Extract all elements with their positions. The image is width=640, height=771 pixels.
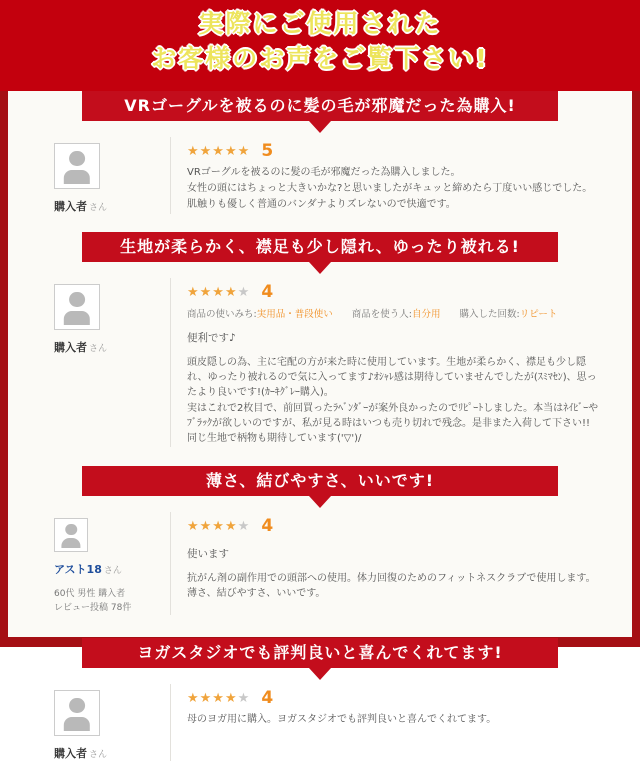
review-section-2: [38, 274, 610, 457]
user-suffix: さん: [103, 566, 122, 576]
rating-value: 4: [261, 282, 274, 302]
header-line-2: お客様のお声をご覧下さい!: [151, 44, 489, 73]
review-body-column: [170, 278, 610, 447]
review-banner-wrap-2: [8, 232, 632, 274]
stars-empty-icon: ★: [237, 691, 251, 706]
person-icon: [65, 524, 77, 536]
user-name-line: [54, 198, 170, 214]
star-rating: [187, 141, 600, 161]
review-banner-1: VRゴーグルを被るのに髪の毛が邪魔だった為購入!: [82, 91, 558, 121]
user-name: 購入者: [54, 341, 87, 354]
review-banner-4: ヨガスタジオでも評判良いと喜んでくれてます!: [82, 638, 558, 668]
meta-item: [352, 309, 441, 320]
reviewer-column: [38, 278, 170, 447]
review-paragraph: 女性の頭にはちょっと大きいかな?と思いましたがキュッと締めたら丁度いい感じでした。: [187, 183, 593, 194]
review-body-column: [170, 684, 610, 761]
user-detail-line: 60代 男性 購入者: [54, 589, 126, 599]
review-banner-2: 生地が柔らかく、襟足も少し隠れ、ゆったり被れる!: [82, 232, 558, 262]
review-paragraph: 抗がん剤の副作用での頭部への使用。体力回復のためのフィットネスクラブで使用します。薄さ、結びやすさ、いいです。: [187, 573, 596, 599]
person-icon: [64, 311, 90, 326]
header-banner: [0, 0, 640, 84]
stars-filled-icon: ★★★★★: [187, 144, 251, 159]
header-line-1: 実際にご使用された: [198, 9, 442, 38]
avatar: [54, 518, 88, 552]
review-body-column: [170, 137, 610, 214]
review-paragraph: 頭皮隠しの為、主に宅配の方が来た時に使用しています。生地が柔らかく、襟足も少し隠れ、ゆったり被れるので気に入ってます♪ｵｼｬﾚ感は期待していませんでしたが(ｽﾐﾏｾﾝ)、思ったより良いです!(ｶｰｷｸﾞﾚｰ購入)。: [187, 357, 597, 398]
review-section-1: [38, 133, 610, 224]
rating-value: 5: [261, 141, 274, 161]
star-rating: [187, 282, 600, 302]
review-banner-3: 薄さ、結びやすさ、いいです!: [82, 466, 558, 496]
review-body-column: [170, 512, 610, 615]
person-icon: [64, 170, 90, 185]
user-suffix: さん: [89, 344, 108, 354]
person-icon: [61, 538, 80, 549]
review-banner-wrap-3: [8, 466, 632, 508]
user-name: 購入者: [54, 747, 87, 760]
review-title: 便利です♪: [187, 332, 236, 344]
person-icon: [64, 717, 90, 732]
user-detail-line: レビュー投稿 78件: [54, 603, 132, 613]
user-name: 購入者: [54, 200, 87, 213]
triangle-pointer-icon: [309, 262, 331, 274]
meta-label: 商品の使いみち:: [187, 309, 257, 320]
person-icon: [69, 151, 85, 167]
user-suffix: さん: [89, 203, 108, 213]
triangle-pointer-icon: [309, 121, 331, 133]
review-meta: [187, 306, 600, 320]
review-section-3: [38, 508, 610, 625]
review-paragraph: 肌触りも優しく普通のバンダナよりズレないので快適です。: [187, 199, 456, 210]
stars-filled-icon: ★★★★: [187, 285, 238, 300]
rating-value: 4: [261, 516, 274, 536]
stars-filled-icon: ★★★★: [187, 691, 238, 706]
star-rating: [187, 516, 600, 536]
avatar: [54, 143, 100, 189]
meta-value: 自分用: [411, 309, 441, 320]
avatar: [54, 284, 100, 330]
reviewer-column: [38, 512, 170, 615]
review-banner-wrap-1: [8, 91, 632, 133]
user-name-line: [54, 561, 170, 577]
user-name-line: [54, 339, 170, 355]
review-paragraph: 母のヨガ用に購入。ヨガスタジオでも評判良いと喜んでくれてます。: [187, 714, 497, 725]
meta-label: 商品を使う人:: [351, 309, 412, 320]
meta-item: [187, 309, 333, 320]
meta-item: [460, 309, 558, 320]
meta-value: 実用品・普段使い: [256, 309, 333, 320]
stars-empty-icon: ★: [237, 285, 251, 300]
review-banner-wrap-4: [8, 638, 632, 680]
triangle-pointer-icon: [309, 496, 331, 508]
avatar: [54, 690, 100, 736]
review-paragraph: 実はこれで2枚目で、前回買ったﾗﾍﾞﾝﾀﾞｰが案外良かったのでﾘﾋﾟｰﾄしました。本当はﾈｲﾋﾞｰやﾌﾞﾗｯｸが欲しいのですが、私が見る時はいつも売り切れで残念。是非また入荷して下さい!!同じ生地で柄物も期待しています('▽')/: [187, 403, 599, 444]
rating-value: 4: [261, 688, 274, 708]
meta-label: 購入した回数:: [459, 309, 520, 320]
review-section-4: [38, 680, 610, 771]
reviewer-column: [38, 137, 170, 214]
review-title: 使います: [187, 548, 229, 560]
review-paragraph: VRゴーグルを被るのに髪の毛が邪魔だった為購入しました。: [187, 167, 461, 178]
user-name-link[interactable]: アスト18: [54, 563, 102, 576]
stars-filled-icon: ★★★★: [187, 519, 238, 534]
person-icon: [69, 698, 85, 714]
user-details: [54, 587, 170, 615]
star-rating: [187, 688, 600, 708]
reviewer-column: [38, 684, 170, 761]
meta-value: リピート: [519, 309, 558, 320]
user-name-line: [54, 745, 170, 761]
user-suffix: さん: [89, 750, 108, 760]
person-icon: [69, 292, 85, 308]
triangle-pointer-icon: [309, 668, 331, 680]
reviews-content-area: [0, 91, 640, 760]
stars-empty-icon: ★: [237, 519, 251, 534]
